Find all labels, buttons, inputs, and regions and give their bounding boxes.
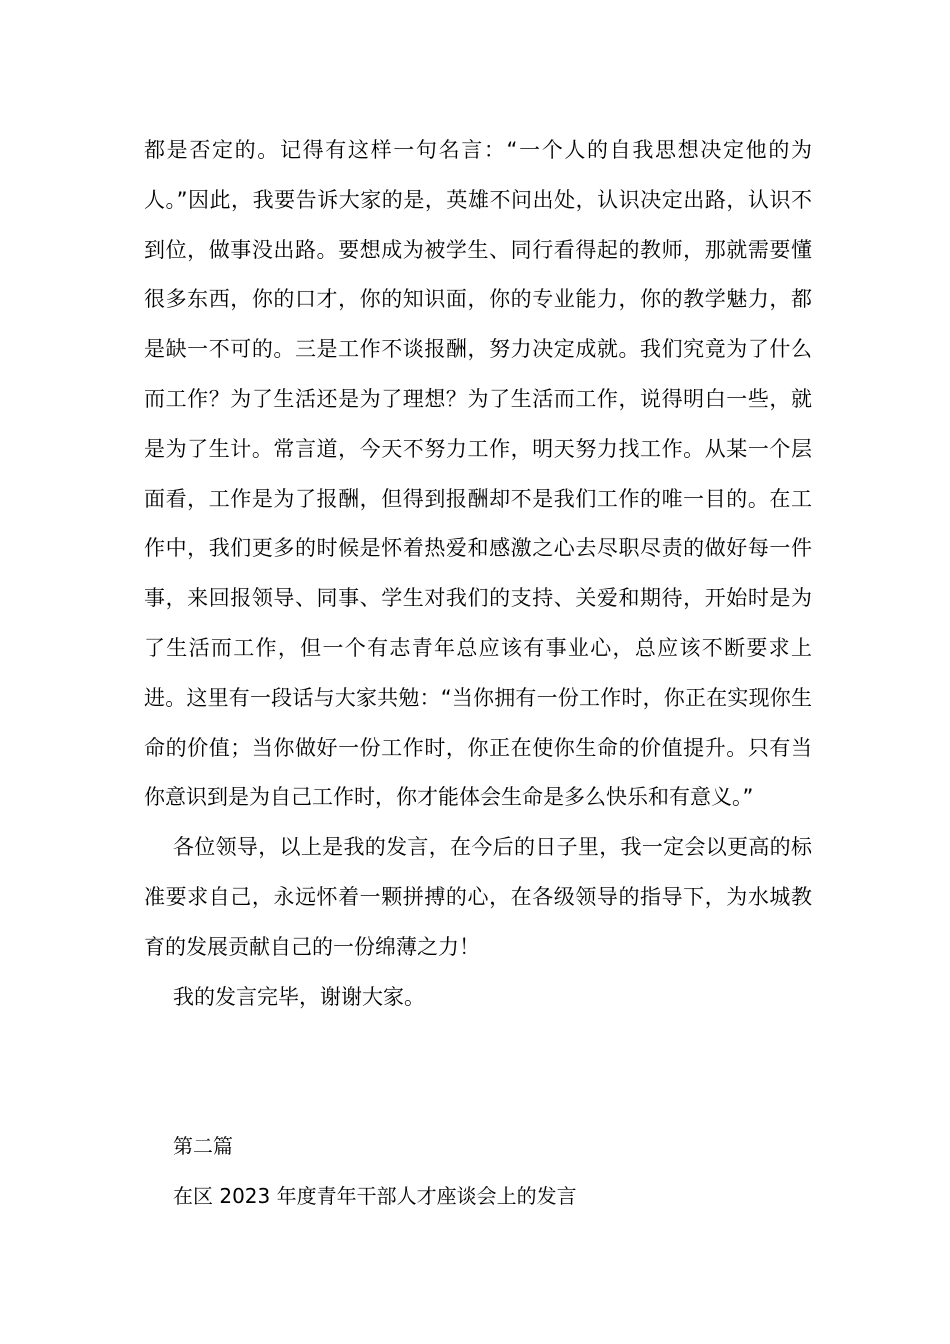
body-paragraph-1: 都是否定的。记得有这样一句名言：“一个人的自我思想决定他的为人。”因此，我要告诉大家的是，英雄不问出处，认识决定出路，认识不到位，做事没出路。要想成为被学生、同行看得起的教师，那就需要懂很多东西，你的口才，你的知识面，你的专业能力，你的教学魅力，都是缺一不可的。三是工作不谈报酬，努力决定成就。我们究竟为了什么而工作？为了生活还是为了理想？为了生活而工作，说得明白一些，就是为了生计。常言道，今天不努力工作，明天努力找工作。从某一个层面看，工作是为了报酬，但得到报酬却不是我们工作的唯一目的。在工作中，我们更多的时候是怀着热爱和感激之心去尽职尽责的做好每一件事，来回报领导、同事、学生对我们的支持、关爱和期待，开始时是为了生活而工作，但一个有志青年总应该有事业心，总应该不断要求上进。这里有一段话与大家共勉：“当你拥有一份工作时，你正在实现你生命的价值；当你做好一份工作时，你正在使你生命的价值提升。只有当你意识到是为自己工作时，你才能体会生命是多么快乐和有意义。” xyxy=(144,138,812,810)
section-label: 第二篇 xyxy=(173,1134,233,1158)
section-title: 在区 2023 年度青年干部人才座谈会上的发言 xyxy=(173,1184,577,1208)
body-paragraph-3: 我的发言完毕，谢谢大家。 xyxy=(173,984,425,1009)
document-body xyxy=(144,126,812,1022)
body-paragraph-2: 各位领导，以上是我的发言，在今后的日子里，我一定会以更高的标准要求自己，永远怀着一颗拼搏的心，在各级领导的指导下，为水城教育的发展贡献自己的一份绵薄之力！ xyxy=(144,835,812,959)
